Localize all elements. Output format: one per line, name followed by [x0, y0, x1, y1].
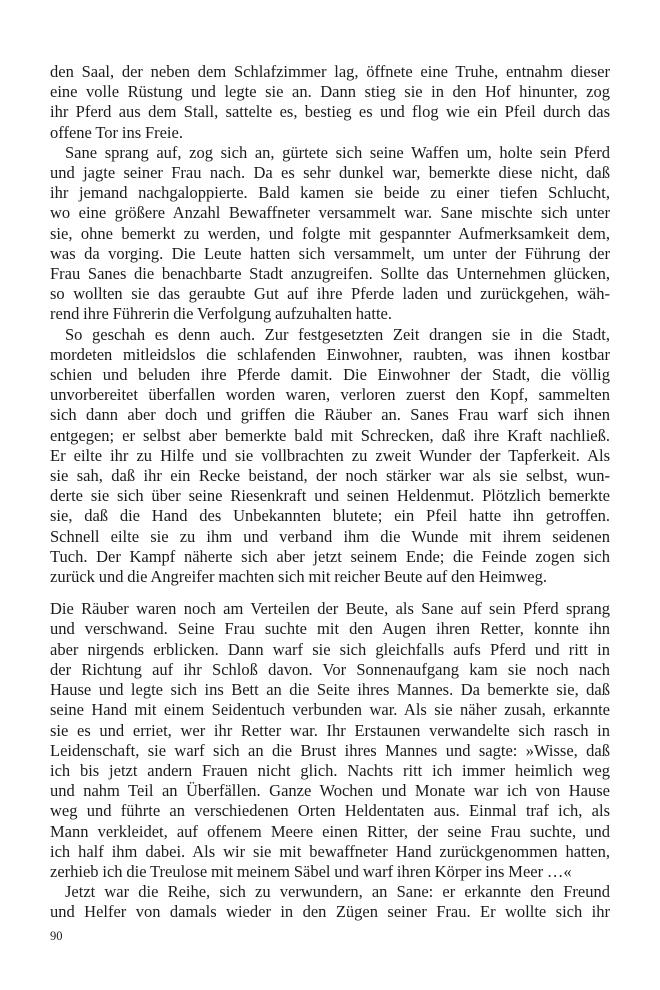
page-number: 90: [50, 929, 63, 943]
text-line: wo eine größere Anzahl Bewaffneter versammelt war. Sane mischte sich unter: [50, 203, 610, 223]
text-line: Er eilte ihr zu Hilfe und sie vollbrachten zu zweit Wunder der Tapferkeit. Als: [50, 445, 610, 465]
text-line: Sane sprang auf, zog sich an, gürtete sich seine Waffen um, holte sein Pferd: [65, 142, 610, 162]
text-line: entgegen; er selbst aber bemerkte bald mit Schrecken, daß ihre Kraft nachließ.: [50, 425, 610, 445]
text-line: sie, daß die Hand des Unbekannten blutete; ein Pfeil hatte ihn getroffen.: [50, 506, 610, 526]
text-line: so wollten sie das geraubte Gut auf ihre Pferde laden und zurückgehen, wäh-: [50, 284, 610, 304]
text-line: Jetzt war die Reihe, sich zu verwundern, an Sane: er erkannte den Freund: [65, 882, 610, 902]
text-line: aber nirgends erblicken. Dann warf sie sich gleichfalls aufs Pferd und ritt in: [50, 639, 610, 659]
text-line: zerhieb ich die Treulose mit meinem Säbel und warf ihren Körper ins Meer …«: [50, 861, 572, 881]
text-line: sich dann aber doch und griffen die Räuber an. Sanes Frau warf sich ihnen: [50, 405, 610, 425]
text-line: ihr jemand nachgaloppierte. Bald kamen sie beide zu einer tiefen Schlucht,: [50, 183, 610, 203]
text-line: mordeten mitleidslos die schlafenden Einwohner, raubten, was ihnen kostbar: [50, 344, 610, 364]
text-block: [50, 62, 610, 923]
text-line: Leidenschaft, sie warf sich an die Brust ihres Mannes und sagte: »Wisse, daß: [50, 740, 610, 760]
text-line: ihr Pferd aus dem Stall, sattelte es, bestieg es und flog wie ein Pfeil durch das: [50, 102, 610, 122]
text-line: sie sah, daß ihr ein Recke beistand, der noch stärker war als sie selbst, wun-: [50, 466, 610, 486]
text-line: Die Räuber waren noch am Verteilen der Beute, als Sane auf sein Pferd sprang: [50, 599, 610, 619]
text-line: Mann verkleidet, auf offenem Meere einen Ritter, der seine Frau suchte, und: [50, 821, 610, 841]
text-line: sie, ohne bemerkt zu werden, und folgte mit gespannter Aufmerksamkeit dem,: [50, 223, 610, 243]
text-line: offene Tor ins Freie.: [50, 122, 183, 142]
text-line: und nahm Teil an Überfällen. Ganze Wochen und Monate war ich von Hause: [50, 781, 610, 801]
text-line: sie es und erriet, wer ihr Retter war. Ihr Erstaunen verwandelte sich rasch in: [50, 720, 610, 740]
text-line: und verschwand. Seine Frau suchte mit den Augen ihren Retter, konnte ihn: [50, 619, 610, 639]
text-line: unvorbereitet überfallen worden waren, verloren zuerst den Kopf, sammelten: [50, 385, 610, 405]
text-line: derte sie sich über seine Riesenkraft und seinen Heldenmut. Plötzlich bemerkte: [50, 486, 610, 506]
text-line: der Richtung auf ihr Schloß davon. Vor Sonnenaufgang kam sie noch nach: [50, 659, 610, 679]
text-line: seine Hand mit einem Seidentuch verbunden war. Als sie näher zusah, erkannte: [50, 700, 610, 720]
text-line: ich bis jetzt andern Frauen nicht glich. Nachts ritt ich immer heimlich weg: [50, 760, 610, 780]
text-line: was da vorging. Die Leute hatten sich versammelt, um unter der Führung der: [50, 243, 610, 263]
text-line: ich half ihm dabei. Als wir sie mit bewaffneter Hand zurückgenommen hatten,: [50, 841, 610, 861]
text-line: So geschah es denn auch. Zur festgesetzten Zeit drangen sie in die Stadt,: [65, 324, 610, 344]
text-line: eine volle Rüstung und legte sie an. Dann stieg sie in den Hof hinunter, zog: [50, 82, 610, 102]
text-line: Frau Sanes die benachbarte Stadt anzugreifen. Sollte das Unternehmen glücken,: [50, 264, 610, 284]
text-line: weg und führte an verschiedenen Orten Heldentaten aus. Einmal traf ich, als: [50, 801, 610, 821]
text-line: und jagte seiner Frau nach. Da es sehr dunkel war, bemerkte diese nicht, daß: [50, 163, 610, 183]
text-line: Schnell eilte sie zu ihm und verband ihm die Wunde mit ihrem seidenen: [50, 526, 610, 546]
text-line: Tuch. Der Kampf näherte sich aber jetzt seinem Ende; die Feinde zogen sich: [50, 546, 610, 566]
text-line: schien und beluden ihre Pferde damit. Die Einwohner der Stadt, die völlig: [50, 365, 610, 385]
text-line: zurück und die Angreifer machten sich mit reicher Beute auf den Heimweg.: [50, 567, 548, 587]
text-line: und Helfer von damals wieder in den Zügen seiner Frau. Er wollte sich ihr: [50, 902, 610, 922]
text-line: Hause und legte sich ins Bett an die Seite ihres Mannes. Da bemerkte sie, daß: [50, 680, 610, 700]
text-line: rend ihre Führerin die Verfolgung aufzuhalten hatte.: [50, 304, 392, 324]
text-line: den Saal, der neben dem Schlafzimmer lag, öffnete eine Truhe, entnahm dieser: [50, 62, 610, 81]
